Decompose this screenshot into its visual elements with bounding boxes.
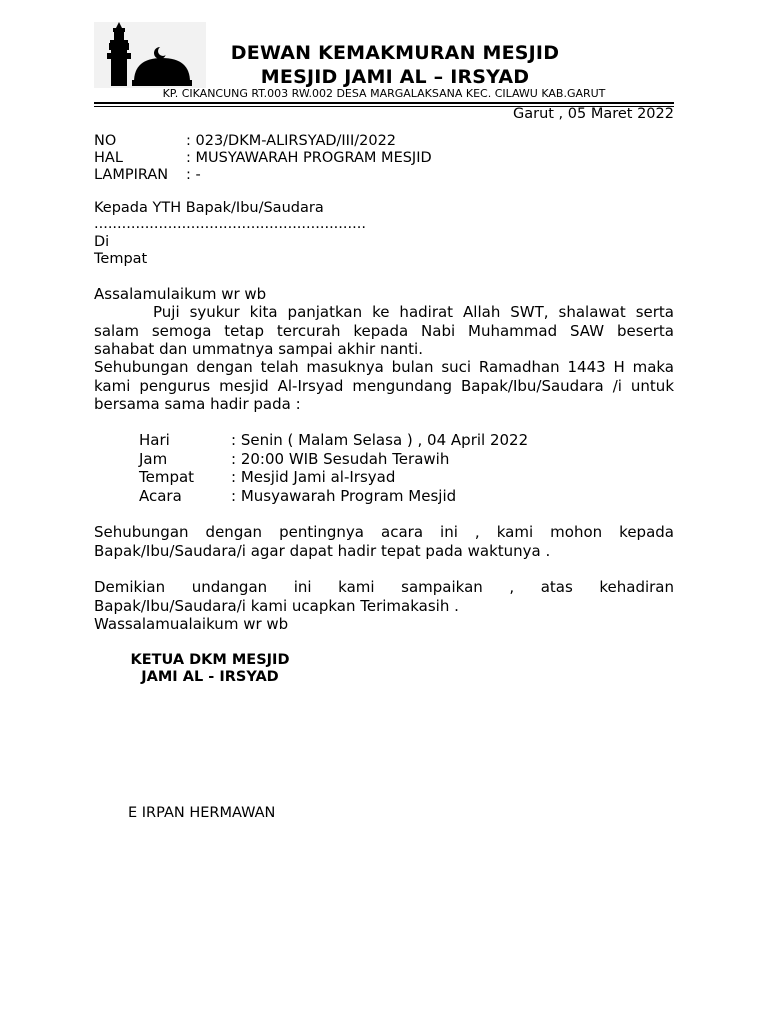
- meta-key: NO: [94, 133, 117, 149]
- org-name-line2: MESJID JAMI AL – IRSYAD: [260, 66, 530, 88]
- meta-key: HAL: [94, 150, 123, 166]
- closing-salutation: Wassalamualaikum wr wb: [94, 615, 289, 633]
- meta-row-lampiran: [94, 167, 674, 183]
- greeting: Assalamulaikum wr wb: [94, 285, 267, 303]
- agenda-value: : Musyawarah Program Mesjid: [231, 487, 457, 505]
- body-paragraph-3: Sehubungan dengan pentingnya acara ini , kami mohon kepada Bapak/Ibu/Saudara/i agar dapat hadir tepat pada waktunya .: [94, 523, 674, 560]
- mosque-logo-icon: [94, 22, 206, 88]
- agenda-row-tempat: [139, 468, 639, 486]
- meta-value: : 023/DKM-ALIRSYAD/III/2022: [186, 133, 397, 149]
- body-paragraph-4: Demikian undangan ini kami sampaikan , atas kehadiran Bapak/Ibu/Saudara/i kami ucapkan Terimakasih .: [94, 578, 674, 615]
- recipient-line: Kepada YTH Bapak/Ibu/Saudara: [94, 200, 324, 216]
- agenda-value: : Mesjid Jami al-Irsyad: [231, 468, 396, 486]
- body-paragraph-2: Sehubungan dengan telah masuknya bulan suci Ramadhan 1443 H maka kami pengurus mesjid Al-Irsyad mengundang Bapak/Ibu/Saudara /i untuk bersama sama hadir pada :: [94, 358, 674, 413]
- signature-name: E IRPAN HERMAWAN: [128, 805, 276, 821]
- org-name-line1: DEWAN KEMAKMURAN MESJID: [230, 42, 560, 64]
- agenda-key: Tempat: [139, 468, 195, 486]
- recipient-dots: ...........................................................: [94, 216, 366, 232]
- letter-date: Garut , 05 Maret 2022: [512, 106, 674, 122]
- recipient-di: Di: [94, 234, 110, 250]
- agenda-row-acara: [139, 487, 639, 505]
- org-address: KP. CIKANCUNG RT.003 RW.002 DESA MARGALAKSANA KEC. CILAWU KAB.GARUT: [162, 87, 606, 100]
- signature-title: KETUA DKM MESJID JAMI AL - IRSYAD: [130, 652, 290, 685]
- agenda-row-jam: [139, 450, 639, 468]
- agenda-key: Acara: [139, 487, 182, 505]
- body-paragraph-1: Puji syukur kita panjatkan ke hadirat Allah SWT, shalawat serta salam semoga tetap tercurah kepada Nabi Muhammad SAW beserta sahabat dan ummatnya sampai akhir nanti.: [94, 303, 674, 358]
- meta-key: LAMPIRAN: [94, 167, 169, 183]
- agenda-key: Jam: [139, 450, 168, 468]
- agenda-key: Hari: [139, 431, 170, 449]
- meta-row-hal: [94, 150, 674, 166]
- recipient-place: Tempat: [94, 251, 148, 267]
- agenda-row-hari: [139, 431, 639, 449]
- meta-row-no: [94, 133, 674, 149]
- meta-value: : -: [186, 167, 201, 183]
- header-rule-thick: [94, 102, 674, 104]
- agenda-value: : 20:00 WIB Sesudah Terawih: [231, 450, 450, 468]
- agenda-value: : Senin ( Malam Selasa ) , 04 April 2022: [231, 431, 529, 449]
- meta-value: : MUSYAWARAH PROGRAM MESJID: [186, 150, 432, 166]
